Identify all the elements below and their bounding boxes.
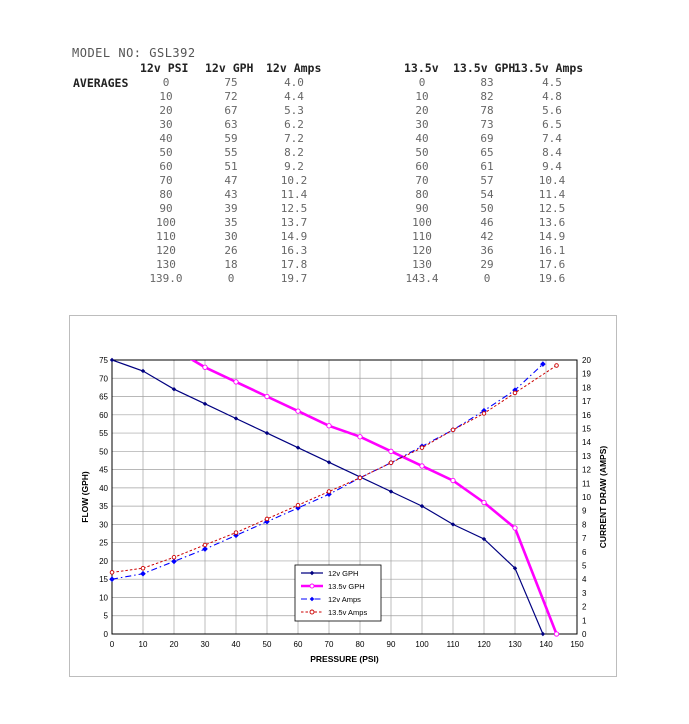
y-tick-label: 10 — [99, 593, 108, 603]
y2-tick-label: 2 — [582, 602, 587, 612]
table-13-5v-cell: 17.6 — [538, 258, 566, 271]
table-13-5v-cell: 9.4 — [542, 160, 562, 173]
table-13-5v-cell: 8.4 — [542, 146, 562, 159]
table-13-5v-cell: 65 — [480, 146, 494, 159]
data-point-13-5v-gph — [554, 632, 558, 636]
x-tick-label: 150 — [570, 640, 584, 649]
y-tick-label: 25 — [99, 538, 108, 548]
data-point-12v-gph — [327, 460, 331, 464]
data-point-13-5v-gph — [327, 424, 331, 428]
table-13-5v-cell: 46 — [480, 216, 494, 229]
y2-tick-label: 17 — [582, 397, 591, 407]
table-13-5v-cell: 29 — [480, 258, 494, 271]
y2-tick-label: 4 — [582, 575, 587, 585]
y-tick-label: 50 — [99, 447, 108, 457]
y2-tick-label: 0 — [582, 630, 587, 639]
x-tick-label: 100 — [415, 640, 429, 649]
table-12v-cell: 9.2 — [284, 160, 304, 173]
legend-label: 13.5v Amps — [328, 608, 368, 617]
data-point-13-5v-amps — [482, 412, 486, 416]
x-tick-label: 60 — [293, 640, 303, 649]
y-tick-label: 0 — [103, 630, 108, 639]
data-point-13-5v-amps — [358, 476, 362, 480]
data-point-13-5v-amps — [141, 566, 145, 570]
table-13-5v-header-1: 13.5v GPH — [453, 61, 516, 75]
table-13-5v-cell: 120 — [412, 244, 432, 257]
data-point-13-5v-gph — [296, 409, 300, 413]
table-12v-cell: 63 — [224, 118, 238, 131]
data-point-12v-gph — [265, 431, 269, 435]
table-13-5v-cell: 36 — [480, 244, 494, 257]
data-point-13-5v-amps — [327, 490, 331, 494]
table-13-5v-header-2: 13.5v Amps — [514, 61, 584, 75]
table-13-5v-cell: 30 — [415, 118, 429, 131]
table-12v-cell: 4.4 — [284, 90, 304, 103]
table-13-5v-cell: 42 — [480, 230, 494, 243]
table-13-5v-header-0: 13.5v — [404, 61, 439, 75]
table-13-5v-cell: 19.6 — [538, 272, 566, 285]
data-point-13-5v-gph — [420, 464, 424, 468]
table-13-5v-cell: 78 — [480, 104, 494, 117]
table-12v-cell: 59 — [224, 132, 238, 145]
x-tick-label: 110 — [446, 640, 460, 649]
data-point-13-5v-amps — [265, 517, 269, 521]
legend-label: 12v Amps — [328, 595, 361, 604]
x-tick-label: 40 — [231, 640, 241, 649]
y2-tick-label: 8 — [582, 520, 587, 530]
table-12v-cell: 39 — [224, 202, 238, 215]
y2-tick-label: 19 — [582, 369, 591, 379]
table-13-5v-cell: 54 — [480, 188, 494, 201]
data-point-12v-gph — [296, 445, 300, 449]
table-12v-cell: 80 — [159, 188, 173, 201]
table-13-5v-cell: 7.4 — [542, 132, 562, 145]
table-12v-cell: 20 — [159, 104, 173, 117]
table-13-5v-cell: 61 — [480, 160, 494, 173]
x-tick-label: 80 — [355, 640, 365, 649]
data-point-13-5v-gph — [358, 435, 362, 439]
performance-chart — [70, 316, 616, 676]
table-12v-cell: 30 — [224, 230, 238, 243]
table-12v-cell: 16.3 — [280, 244, 308, 257]
averages-label: AVERAGES — [73, 76, 129, 90]
y2-tick-label: 1 — [582, 616, 587, 626]
table-12v-cell: 72 — [224, 90, 238, 103]
data-point-13-5v-amps — [555, 364, 559, 368]
table-13-5v-cell: 11.4 — [538, 188, 566, 201]
x-tick-label: 50 — [262, 640, 272, 649]
y-tick-label: 20 — [99, 556, 108, 566]
legend-marker — [310, 610, 314, 614]
y2-tick-label: 18 — [582, 383, 591, 393]
table-12v-cell: 67 — [224, 104, 238, 117]
table-12v-cell: 13.7 — [280, 216, 308, 229]
y-tick-label: 60 — [99, 410, 108, 420]
table-12v-cell: 70 — [159, 174, 173, 187]
table-12v-cell: 19.7 — [280, 272, 308, 285]
table-12v-cell: 17.8 — [280, 258, 308, 271]
y-tick-label: 45 — [99, 465, 108, 475]
table-13-5v-cell: 10.4 — [538, 174, 566, 187]
data-point-13-5v-amps — [110, 571, 114, 575]
table-13-5v-cell: 83 — [480, 76, 494, 89]
table-13-5v-cell: 12.5 — [538, 202, 566, 215]
table-13-5v-cell: 110 — [412, 230, 432, 243]
y-axis-label: FLOW (GPH) — [80, 471, 90, 523]
chart-frame — [69, 315, 617, 677]
x-tick-label: 30 — [200, 640, 210, 649]
data-point-13-5v-amps — [420, 446, 424, 450]
table-13-5v-cell: 57 — [480, 174, 494, 187]
data-point-13-5v-amps — [234, 531, 238, 535]
table-13-5v-cell: 90 — [415, 202, 429, 215]
y2-tick-label: 13 — [582, 451, 591, 461]
table-13-5v-cell: 0 — [418, 76, 426, 89]
legend-marker — [310, 584, 314, 588]
table-12v-cell: 0 — [162, 76, 170, 89]
table-12v-cell: 18 — [224, 258, 238, 271]
data-point-13-5v-gph — [389, 449, 393, 453]
legend-label: 12v GPH — [328, 569, 359, 578]
data-point-12v-gph — [203, 402, 207, 406]
y-tick-label: 40 — [99, 483, 108, 493]
data-point-13-5v-gph — [234, 380, 238, 384]
y2-tick-label: 6 — [582, 547, 587, 557]
x-tick-label: 120 — [477, 640, 491, 649]
y2-tick-label: 3 — [582, 588, 587, 598]
table-12v-cell: 50 — [159, 146, 173, 159]
y-tick-label: 65 — [99, 392, 108, 402]
model-number: MODEL NO: GSL392 — [72, 46, 196, 60]
y-tick-label: 5 — [103, 611, 108, 621]
y-tick-label: 75 — [99, 356, 108, 365]
legend-label: 13.5v GPH — [328, 582, 365, 591]
table-12v-cell: 47 — [224, 174, 238, 187]
table-13-5v-cell: 13.6 — [538, 216, 566, 229]
table-12v-header-2: 12v Amps — [266, 61, 322, 75]
table-13-5v-cell: 40 — [415, 132, 429, 145]
table-12v-header-0: 12v PSI — [140, 61, 189, 75]
table-13-5v-cell: 50 — [480, 202, 494, 215]
data-point-13-5v-amps — [451, 428, 455, 432]
table-12v-cell: 30 — [159, 118, 173, 131]
table-12v-cell: 55 — [224, 146, 238, 159]
table-13-5v-cell: 100 — [412, 216, 432, 229]
data-point-12v-amps — [140, 571, 146, 577]
y2-tick-label: 14 — [582, 438, 591, 448]
y2-tick-label: 16 — [582, 410, 591, 420]
table-13-5v-cell: 80 — [415, 188, 429, 201]
table-12v-cell: 7.2 — [284, 132, 304, 145]
y-tick-label: 15 — [99, 575, 108, 585]
table-12v-cell: 0 — [227, 272, 235, 285]
y2-tick-label: 20 — [582, 356, 591, 365]
x-tick-label: 10 — [138, 640, 148, 649]
table-12v-cell: 35 — [224, 216, 238, 229]
y-tick-label: 70 — [99, 374, 108, 384]
table-12v-cell: 75 — [224, 76, 238, 89]
data-point-12v-amps — [109, 576, 115, 582]
y2-tick-label: 9 — [582, 506, 587, 516]
x-tick-label: 90 — [386, 640, 396, 649]
table-13-5v-cell: 143.4 — [405, 272, 439, 285]
data-point-13-5v-amps — [172, 555, 176, 559]
y2-tick-label: 10 — [582, 493, 591, 502]
table-12v-cell: 51 — [224, 160, 238, 173]
x-tick-label: 20 — [169, 640, 179, 649]
table-13-5v-cell: 20 — [415, 104, 429, 117]
y2-tick-label: 5 — [582, 561, 587, 571]
table-13-5v-cell: 5.6 — [542, 104, 562, 117]
data-point-13-5v-gph — [482, 500, 486, 504]
y2-tick-label: 7 — [582, 534, 587, 544]
data-point-13-5v-amps — [389, 461, 393, 465]
table-12v-cell: 110 — [156, 230, 176, 243]
table-12v-cell: 4.0 — [284, 76, 304, 89]
table-13-5v-cell: 82 — [480, 90, 494, 103]
x-tick-label: 140 — [539, 640, 553, 649]
table-13-5v-cell: 14.9 — [538, 230, 566, 243]
table-12v-cell: 100 — [156, 216, 176, 229]
table-13-5v-cell: 70 — [415, 174, 429, 187]
y2-axis-label: CURRENT DRAW (AMPS) — [598, 445, 608, 549]
table-12v-cell: 139.0 — [149, 272, 183, 285]
table-13-5v-cell: 4.5 — [542, 76, 562, 89]
table-12v-cell: 5.3 — [284, 104, 304, 117]
y-tick-label: 55 — [99, 429, 108, 439]
data-point-13-5v-gph — [451, 478, 455, 482]
data-point-13-5v-gph — [513, 526, 517, 530]
table-13-5v-cell: 0 — [483, 272, 491, 285]
data-point-13-5v-gph — [265, 394, 269, 398]
table-12v-cell: 26 — [224, 244, 238, 257]
table-13-5v-cell: 130 — [412, 258, 432, 271]
data-point-13-5v-gph — [203, 365, 207, 369]
table-12v-cell: 40 — [159, 132, 173, 145]
data-point-12v-gph — [110, 358, 114, 362]
table-13-5v-cell: 6.5 — [542, 118, 562, 131]
data-point-12v-gph — [389, 489, 393, 493]
data-point-12v-gph — [541, 632, 545, 636]
table-12v-header-1: 12v GPH — [205, 61, 254, 75]
table-13-5v-cell: 73 — [480, 118, 494, 131]
table-13-5v-cell: 4.8 — [542, 90, 562, 103]
table-12v-cell: 90 — [159, 202, 173, 215]
x-tick-label: 70 — [324, 640, 334, 649]
data-point-12v-gph — [234, 416, 238, 420]
table-13-5v-cell: 10 — [415, 90, 429, 103]
y2-tick-label: 15 — [582, 424, 591, 434]
table-12v-cell: 10.2 — [280, 174, 308, 187]
data-point-13-5v-amps — [203, 543, 207, 547]
y-tick-label: 35 — [99, 502, 108, 512]
x-axis-label: PRESSURE (PSI) — [310, 654, 379, 664]
table-12v-cell: 60 — [159, 160, 173, 173]
table-12v-cell: 12.5 — [280, 202, 308, 215]
table-12v-cell: 130 — [156, 258, 176, 271]
table-12v-cell: 11.4 — [280, 188, 308, 201]
data-point-13-5v-amps — [296, 503, 300, 507]
table-12v-cell: 14.9 — [280, 230, 308, 243]
x-tick-label: 130 — [508, 640, 522, 649]
y-tick-label: 30 — [99, 520, 108, 530]
table-13-5v-cell: 60 — [415, 160, 429, 173]
x-tick-label: 0 — [109, 640, 115, 649]
table-12v-cell: 10 — [159, 90, 173, 103]
table-13-5v-cell: 69 — [480, 132, 494, 145]
table-12v-cell: 8.2 — [284, 146, 304, 159]
y2-tick-label: 12 — [582, 465, 591, 475]
data-point-13-5v-amps — [513, 391, 517, 395]
table-13-5v-cell: 50 — [415, 146, 429, 159]
table-12v-cell: 43 — [224, 188, 238, 201]
table-12v-cell: 120 — [156, 244, 176, 257]
table-12v-cell: 6.2 — [284, 118, 304, 131]
y2-tick-label: 11 — [582, 479, 591, 489]
table-13-5v-cell: 16.1 — [538, 244, 566, 257]
